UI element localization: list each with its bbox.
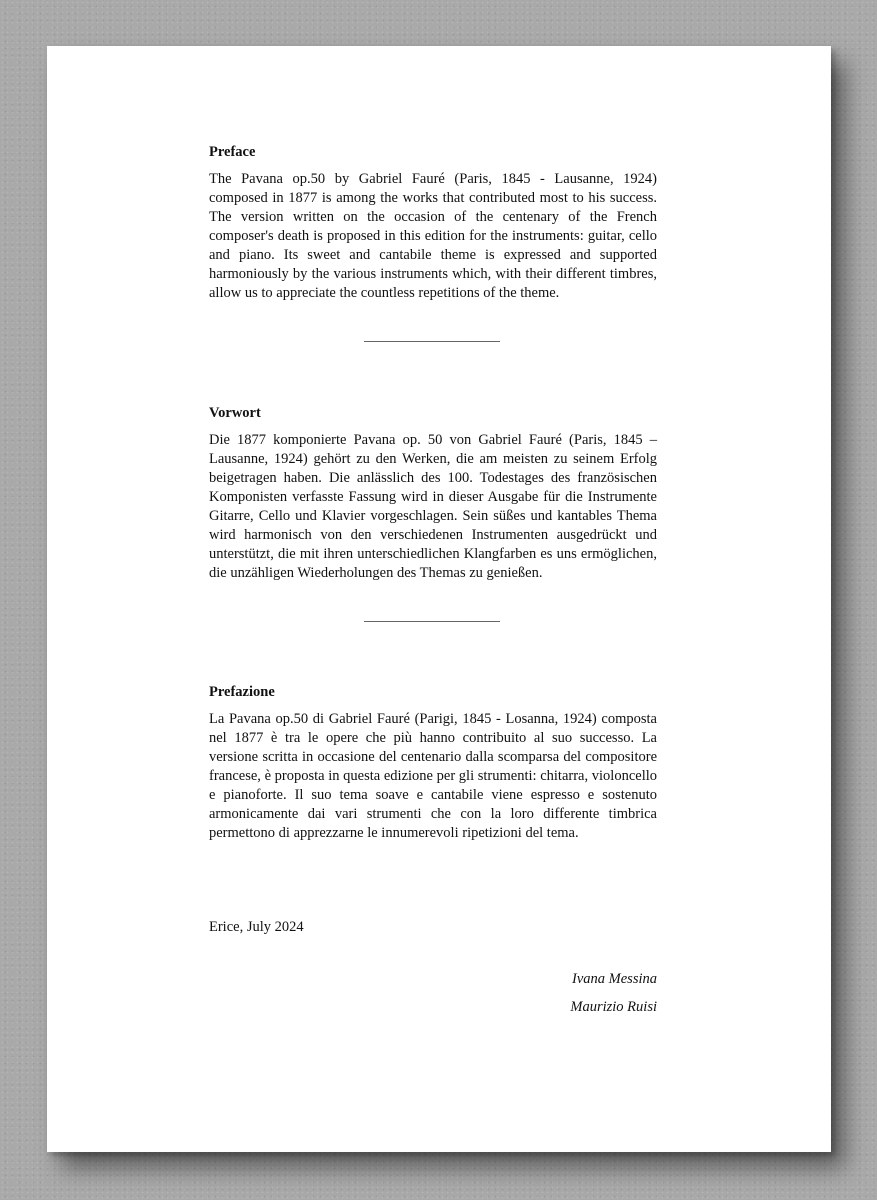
preface-section-english — [209, 143, 657, 303]
section-paragraph: Die 1877 komponierte Pavana op. 50 von Gabriel Fauré (Paris, 1845 – Lausanne, 1924) gehört zu den Werken, die am meisten zu seinem Erfolg beigetragen haben. Die anlässlich des 100. Todestages des französischen Komponisten verfasste Fassung wird in dieser Ausgabe für die Instrumente Gitarre, Cello und Klavier vorgeschlagen. Sein süßes und kantables Thema wird harmonisch von den verschiedenen Instrumenten ausgedrückt und unterstützt, die mit ihren unterschiedlichen Klangfarben es uns ermöglichen, die unzähligen Wiederholungen des Themas zu genießen. — [209, 432, 657, 581]
preface-section-italian — [209, 683, 657, 843]
section-heading: Preface — [209, 144, 256, 160]
section-paragraph: The Pavana op.50 by Gabriel Fauré (Paris, 1845 - Lausanne, 1924) composed in 1877 is among the works that contributed most to his success. The version written on the occasion of the centenary of the French composer's death is proposed in this edition for the instruments: guitar, cello and piano. Its sweet and cantabile theme is expressed and supported harmoniously by the various instruments which, with their different timbres, allow us to appreciate the countless repetitions of the theme. — [209, 171, 657, 301]
section-heading: Prefazione — [209, 684, 275, 700]
section-heading: Vorwort — [209, 405, 261, 421]
place-date: Erice, July 2024 — [209, 919, 304, 935]
section-divider — [364, 341, 500, 342]
section-divider — [364, 621, 500, 622]
signature-author-2: Maurizio Ruisi — [570, 999, 657, 1015]
preface-section-german — [209, 404, 657, 583]
section-paragraph: La Pavana op.50 di Gabriel Fauré (Parigi, 1845 - Losanna, 1924) composta nel 1877 è tra le opere che più hanno contribuito al suo successo. La versione scritta in occasione del centenario dalla scomparsa del compositore francese, è proposta in questa edizione per gli strumenti: chitarra, violoncello e pianoforte. Il suo tema soave e cantabile viene espresso e sostenuto armonicamente dai vari strumenti che con la loro differente timbrica permettono di apprezzarne le innumerevoli ripetizioni del tema. — [209, 711, 657, 841]
document-page — [47, 46, 831, 1152]
signature-author-1: Ivana Messina — [572, 971, 657, 987]
